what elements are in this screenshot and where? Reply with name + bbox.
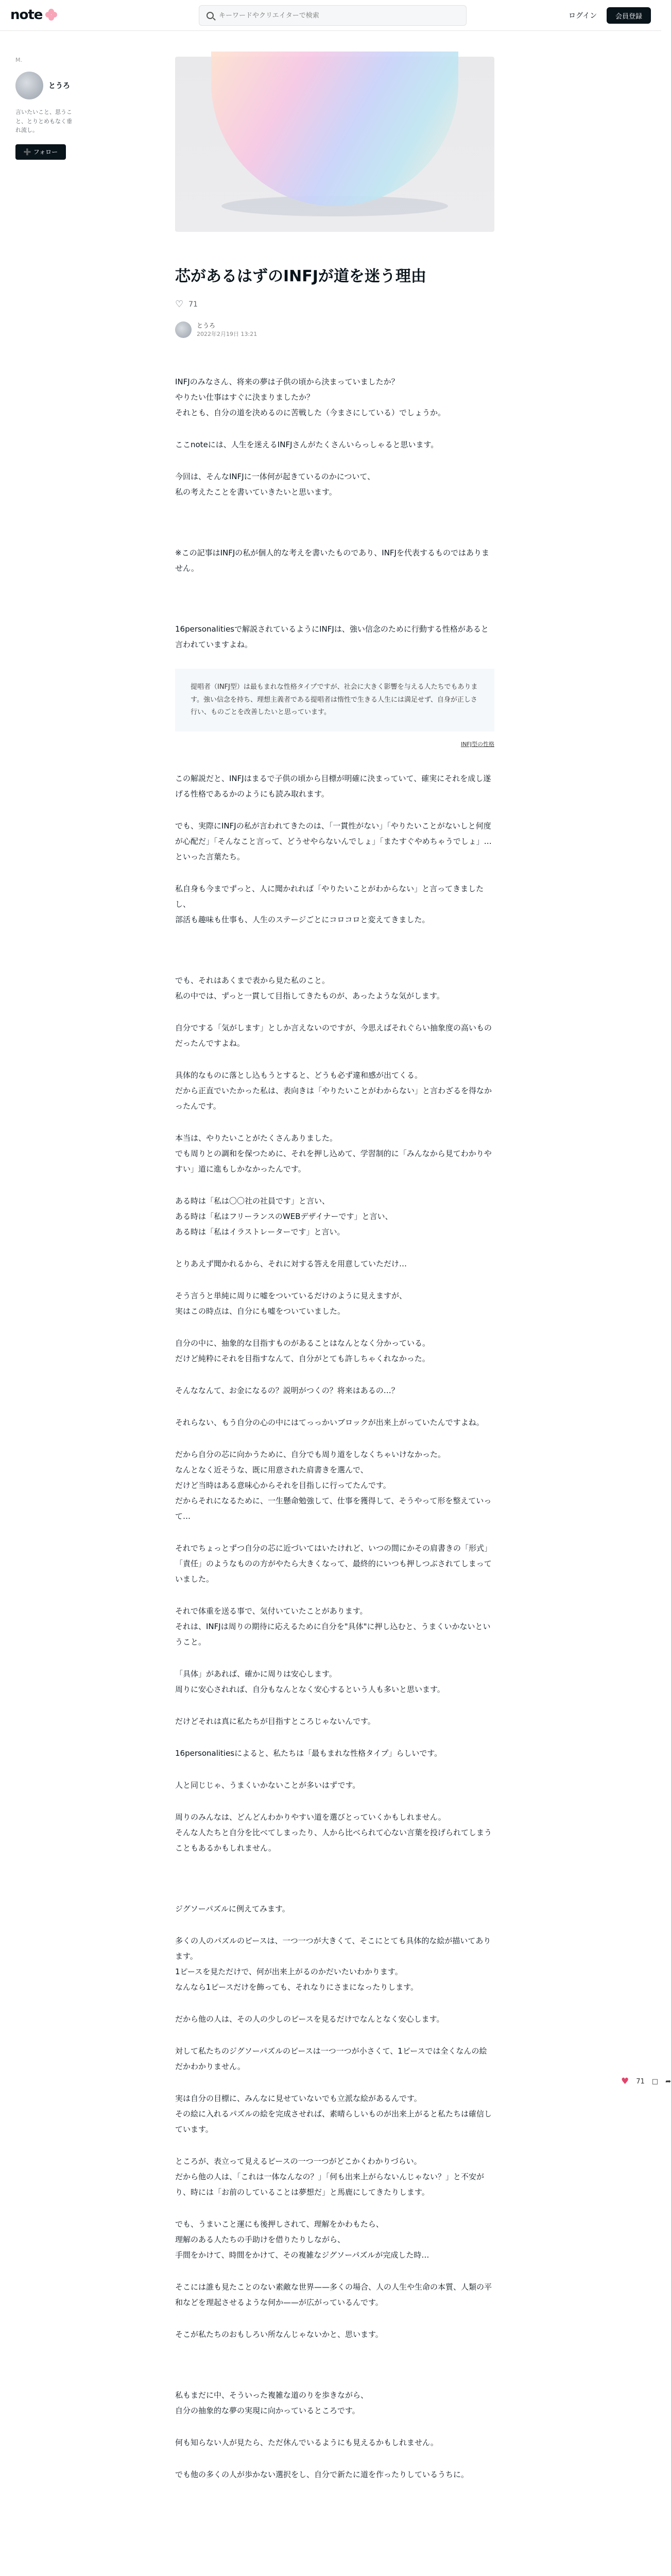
paragraph: 「具体」があれば、確かに周りは安心します。 周りに安心されれば、自分もなんとなく安心するという人も多いと思います。 [175, 1669, 445, 1694]
logo-text: note [10, 7, 43, 23]
author-sidebar [15, 57, 88, 160]
note-logo[interactable] [10, 7, 58, 23]
side-mark: M. [15, 57, 22, 63]
search-input[interactable] [219, 12, 445, 20]
quote-source-link[interactable]: INFJ型の性格 [460, 741, 494, 748]
paragraph: 実は自分の目標に、みんなに見せていないでも立派な絵があるんです。 その絵に入れるパズルの絵を完成させれば、素晴らしいものが出来上がると私たちは確信しています。 [175, 2094, 492, 2134]
paragraph: この解説だと、INFJはまるで子供の頃から目標が明確に決まっていて、確実にそれを成し遂げる性格であるかのようにも読み取れます。 [175, 774, 491, 799]
paragraph: そこが私たちのおもしろい所なんじゃないかと、思います。 [175, 2330, 383, 2340]
paragraph: 16personalitiesによると、私たちは「最もまれな性格タイプ」らしいです。 [175, 1749, 442, 1758]
paragraph: それで体重を送る事で、気付いていたことがあります。 それは、INFJは周りの期待に応えるために自分を"具体"に押し込むと、うまくいかないということ。 [175, 1606, 491, 1647]
author-row[interactable] [15, 72, 88, 99]
paragraph: 本当は、やりたいことがたくさんありました。 でも周りとの調和を保つために、それを押し込めて、学習制的に「みんなから見てわかりやすい」道に進もしかなかったんです。 [175, 1133, 492, 1174]
paragraph: それでちょっとずつ自分の芯に近づいてはいたけれど、いつの間にかその肩書きの「形式」「責任」のようなものの方がやたら大きくなって、最終的にいつも押しつぶされてしまっていました。 [175, 1544, 492, 1584]
article [175, 57, 494, 2499]
signup-button[interactable]: 会員登録 [607, 7, 651, 24]
search-box[interactable] [199, 5, 467, 26]
site-header [0, 0, 661, 31]
quote-block: 提唱者（INFJ型）は最もまれな性格タイプですが、社会に大きく影響を与える人たちでもあります。強い信念を持ち、理想主義者である提唱者は惰性で生きる人生には満足せず、自身が正しさ行い、ものごとを改善したいと思っています。 [175, 669, 494, 732]
avatar[interactable] [15, 72, 43, 99]
login-button[interactable]: ログイン [569, 12, 597, 20]
paragraph: ところが、表立って見えるピースの一つ一つがどこかくわかりづらい。 だから他の人は、「これは一体なんなの？」「何も出来上がらないんじゃない？」と不安がり、時には「お前のしていることは夢想だ」と馬鹿にしてきたりします。 [175, 2157, 485, 2197]
share-icon[interactable]: ➦ [665, 2077, 671, 2086]
paragraph: INFJのみなさん、将来の夢は子供の頃から決まっていましたか？ やりたい仕事はすぐに決まりましたか？ それとも、自分の道を決めるのに苦戦した（今まさにしている）でしょうか。 [175, 377, 446, 417]
paragraph: 人と同じじゃ、うまくいかないことが多いはずです。 [175, 1781, 360, 1790]
paragraph: だから他の人は、その人の少しのピースを見るだけでなんとなく安心します。 [175, 2014, 444, 2024]
paragraph-group-2 [175, 771, 494, 2482]
paragraph: 具体的なものに落とし込もうとすると、どうも必ず違和感が出てくる。 だから正直でいたかった私は、表向きは「やりたいことがわからない」と言わざるを得なかったんです。 [175, 1071, 492, 1111]
user-plus-icon: ➕ [23, 148, 31, 156]
search-icon [207, 12, 214, 19]
article-title: 芯があるはずのINFJが道を迷う理由 [175, 267, 426, 285]
paragraph: とりあえず聞かれるから、それに対する答えを用意していただけ… [175, 1259, 407, 1269]
author-bio: 言いたいこと、思うこと、とりとめもなく垂れ流し。 [15, 109, 72, 134]
paragraph: ジグソーパズルに例えてみます。 [175, 1904, 290, 1914]
paragraph: だけどそれは真に私たちが目指すところじゃないんです。 [175, 1717, 375, 1726]
paragraph: 何も知らない人が見たら、ただ休んでいるようにも見えるかもしれません。 [175, 2438, 438, 2448]
publish-date: 2022年2月19日 13:21 [197, 331, 257, 337]
paragraph: 私自身も今までずっと、人に聞かれれば「やりたいことがわからない」と言ってきましたし、 部活も趣味も仕事も、人生のステージごとにコロコロと変えてきました。 [175, 884, 484, 925]
article-meta [175, 321, 494, 338]
paragraph: だから自分の芯に向かうために、自分でも周り道をしなくちゃいけなかった。 なんとなく近そうな、既に用意された肩書きを選んで、 だけど当時はある意味心からそれを目指しに行ってたんです。 だからそれになるために、一生懸命勉強して、仕事を獲得して、そうやって形を整えていって… [175, 1450, 492, 1521]
paragraph: でも他の多くの人が歩かない選択をし、自分で新たに道を作ったりしているうちに。 [175, 2470, 469, 2480]
heart-icon[interactable]: ♡ [175, 299, 184, 310]
paragraph-group-1 [175, 374, 494, 652]
paragraph: 周りのみんなは、どんどんわかりやすい道を選びとっていくかもしれません。 そんな人たちと自分を比べてしまったり、人から比べられて心ない言葉を投げられてしまうこともあるかもしれません。 [175, 1812, 492, 1853]
article-body [175, 374, 494, 2482]
paragraph: 今回は、そんなINFJに一体何が起きているのかについて、 私の考えたことを書いていきたいと思います。 [175, 472, 375, 497]
author-name[interactable]: とうろ [48, 82, 70, 90]
like-count: 71 [188, 300, 198, 309]
paragraph: ※この記事はINFJの私が個人的な考えを書いたものであり、INFJを代表するものではありません。 [175, 548, 489, 573]
paragraph: ある時は「私は〇〇社の社員です」と言い、 ある時は「私はフリーランスのWEBデザイナーです」と言い、 ある時は「私はイラストレーターです」と言い。 [175, 1196, 393, 1237]
paragraph: 対して私たちのジグソーパズルのピースは一つ一つが小さくて、1ピースでは全くなんの絵だかわかりません。 [175, 2046, 487, 2072]
hero-image [175, 57, 494, 232]
like-row [175, 299, 494, 310]
paragraph: そこには誰も見たことのない素敵な世界——多くの場合、人の人生や生命の本質、人類の平和などを理起させるような何か——が広がっているんです。 [175, 2282, 492, 2308]
paragraph: それらない、もう自分の心の中にはてっっかいブロックが出来上がっていたんですよね。 [175, 1418, 484, 1428]
follow-button[interactable] [15, 144, 66, 160]
paragraph: 私もまだに中、そういった複雑な道のりを歩きながら、 自分の抽象的な夢の実現に向かっているところです。 [175, 2391, 369, 2416]
follow-label: フォロー [33, 148, 58, 156]
avatar[interactable] [175, 321, 192, 338]
meta-author-name[interactable]: とうろ [197, 322, 216, 329]
paragraph: でも、実際にINFJの私が言われてきたのは、「一貫性がない」「やりたいことがないしと何度が心配だ」「そんなこと言って、どうせやらないんでしょ」「またすぐやめちゃうでしょ」…といった言葉たち。 [175, 821, 492, 862]
floating-actions [621, 2076, 671, 2087]
paragraph: でも、うまいこと運にも後押しされて、理解をかわもたら、 理解のある人たちの手助けを借りたりしながら、 手間をかけて、時間をかけて、その複雑なジグソーパズルが完成した時… [175, 2219, 429, 2260]
heart-icon[interactable]: ♥ [621, 2076, 629, 2087]
paragraph: ここnoteには、人生を迷えるINFJさんがたくさんいらっしゃると思います。 [175, 440, 439, 449]
paragraph: 自分でする「気がします」としか言えないのですが、今思えばそれぐらい抽象度の高いものだったんですよね。 [175, 1023, 492, 1048]
paragraph: 16personalitiesで解説されているようにINFJは、強い信念のために行動する性格があると言われていますよね。 [175, 624, 489, 649]
paragraph: 多くの人のパズルのピースは、一つ一つが大きくて、そこにとても具体的な絵が描いてあります。 1ピースを見ただけで、何が出来上がるのかだいたいわかります。 なんなら1ピースだけを飾っても、それなりにさまになったりします。 [175, 1936, 491, 1992]
paragraph: でも、それはあくまで表から見た私のこと。 私の中では、ずっと一貫して目指してきたものが、あったような気がします。 [175, 976, 444, 1001]
paragraph: そう言うと単純に周りに嘘をついているだけのように見えますが、 実はこの時点は、自分にも嘘をついていました。 [175, 1291, 407, 1316]
paragraph: 自分の中に、抽象的な目指すものがあることはなんとなく分かっている。 だけど純粋にそれを目指すなんて、自分がとても許しちゃくれなかった。 [175, 1338, 431, 1364]
hero-bowl [211, 52, 458, 206]
comment-icon[interactable]: □ [651, 2077, 659, 2086]
floating-like-count: 71 [636, 2077, 645, 2086]
paragraph: そんななんて、お金になるの？説明がつくの？将来はあるの…？ [175, 1386, 399, 1396]
flower-icon [45, 9, 58, 21]
